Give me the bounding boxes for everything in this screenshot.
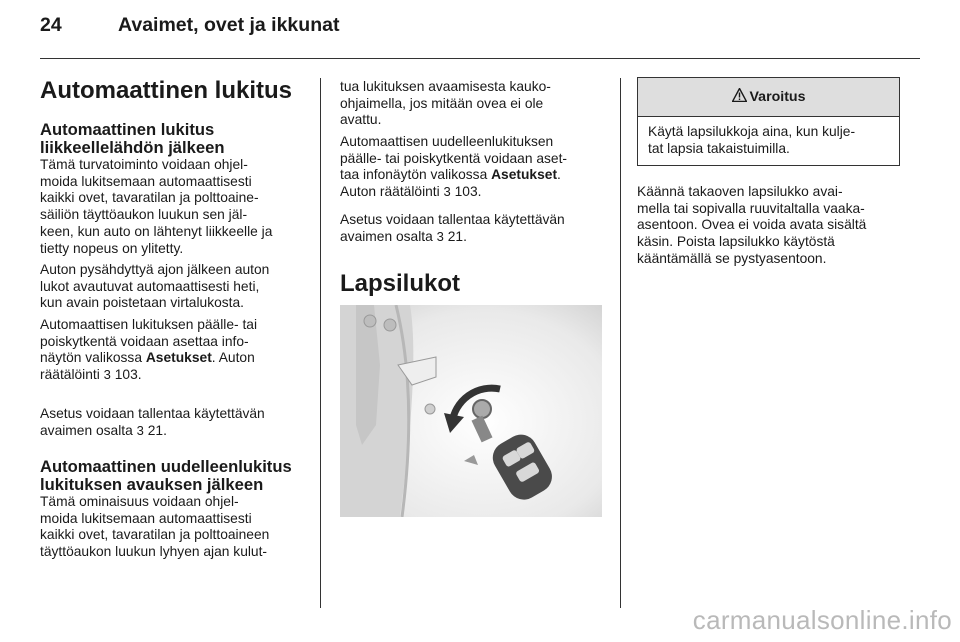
- text-line: räätälöinti 3 103.: [40, 367, 142, 383]
- paragraph: [637, 184, 902, 268]
- subsection-auto-lock-driving: [40, 121, 305, 156]
- paragraph: [40, 406, 305, 439]
- text-line: kun avain poistetaan virtalukosta.: [40, 295, 245, 311]
- text-line: Käytä lapsilukkoja aina, kun kulje-: [648, 124, 856, 139]
- text-line: kaikki ovet, tavaratilan ja polttoaine-: [40, 190, 259, 206]
- text-line: tua lukituksen avaamisesta kauko-: [340, 79, 551, 94]
- text-line: kaikki ovet, tavaratilan ja polttoaineen: [40, 527, 270, 543]
- text-line: käsin. Poista lapsilukko käytöstä: [637, 234, 835, 250]
- subsection-title-line: lukituksen avauksen jälkeen: [40, 474, 264, 494]
- watermark: carmanualsonline.info: [692, 605, 952, 635]
- paragraph: [340, 212, 605, 245]
- subsection-title-line: Automaattinen uudelleenlukitus: [40, 457, 292, 476]
- text-line: Auton pysähdyttyä ajon jälkeen auton: [40, 262, 270, 277]
- header-rule: [40, 58, 920, 59]
- text-line: Asetus voidaan tallentaa käytettävän: [40, 406, 265, 421]
- warning-box: [637, 77, 900, 166]
- paragraph: [340, 134, 605, 201]
- text-line: mella tai sopivalla ruuvitaltalla vaaka-: [637, 200, 865, 216]
- text-line: säiliön täyttöaukon luukun sen jäl-: [40, 207, 248, 223]
- text-line: keen, kun auto on lähtenyt liikkeelle ja: [40, 223, 273, 239]
- page-ref-arrow-icon: 3: [136, 422, 144, 438]
- text-line: näytön valikossa Asetukset. Auton: [40, 350, 255, 366]
- page-ref[interactable]: 103.: [114, 367, 142, 383]
- text-line: asentoon. Ovea ei voida avata sisältä: [637, 217, 867, 233]
- header-title: Avaimet, ovet ja ikkunat: [118, 14, 340, 36]
- text-line: Tämä turvatoiminto voidaan ohjel-: [40, 157, 248, 172]
- paragraph: [40, 494, 305, 561]
- text-line: Tämä ominaisuus voidaan ohjel-: [40, 494, 239, 509]
- warning-header: [638, 78, 899, 117]
- text-line: taa infonäytön valikossa Asetukset.: [340, 167, 561, 183]
- text-line: Käännä takaoven lapsilukko avai-: [637, 184, 843, 199]
- text-line: poiskytkentä voidaan asettaa info-: [40, 333, 249, 349]
- page-ref[interactable]: 103.: [454, 184, 482, 200]
- text-line: täyttöaukon luukun lyhyen ajan kulut-: [40, 544, 268, 560]
- text-line: kääntämällä se pystyasentoon.: [637, 250, 827, 266]
- paragraph: [40, 317, 305, 384]
- text-line: Automaattisen uudelleenlukituksen: [340, 134, 554, 149]
- paragraph: [40, 157, 305, 257]
- text-line: tietty nopeus on ylitetty.: [40, 240, 184, 256]
- warning-body: [638, 117, 899, 164]
- text-line: ohjaimella, jos mitään ovea ei ole: [340, 95, 544, 111]
- text-line: päälle- tai poiskytkentä voidaan aset-: [340, 150, 568, 166]
- warning-triangle-icon: [732, 88, 747, 106]
- subsection-title-line: Automaattinen lukitus: [40, 120, 215, 139]
- text-line: moida lukitsemaan automaattisesti: [40, 173, 252, 189]
- text-line: Automaattisen lukituksen päälle- tai: [40, 317, 258, 332]
- page-ref[interactable]: 21.: [147, 422, 167, 438]
- menu-name: Asetukset: [145, 350, 212, 366]
- section-title-child-locks: Lapsilukot: [340, 270, 461, 297]
- subsection-title-line: liikkeellelähdön jälkeen: [40, 137, 225, 157]
- subsection-auto-relock: [40, 458, 305, 493]
- text-line: avaimen osalta 3 21.: [340, 228, 467, 244]
- text-line: avaimen osalta 3 21.: [40, 422, 167, 438]
- page-ref-arrow-icon: 3: [103, 367, 111, 383]
- column-divider-2: [620, 78, 621, 608]
- text-line: avattu.: [340, 112, 382, 128]
- page-number: 24: [40, 14, 62, 36]
- menu-name: Asetukset: [491, 167, 558, 183]
- page-ref-arrow-icon: 3: [443, 184, 451, 200]
- text-line: tat lapsia takaistuimilla.: [648, 140, 790, 156]
- paragraph: [40, 262, 305, 312]
- text-line: moida lukitsemaan automaattisesti: [40, 510, 252, 526]
- text-line: Asetus voidaan tallentaa käytettävän: [340, 212, 565, 227]
- column-divider-1: [320, 78, 321, 608]
- section-title-auto-lock: Automaattinen lukitus: [40, 77, 293, 104]
- page-ref[interactable]: 21.: [447, 228, 467, 244]
- paragraph: [340, 79, 605, 129]
- page-ref-arrow-icon: 3: [436, 228, 444, 244]
- text-line: lukot avautuvat automaattisesti heti,: [40, 278, 260, 294]
- text-line: Auton räätälöinti 3 103.: [340, 184, 482, 200]
- warning-label: Varoitus: [749, 89, 806, 105]
- child-lock-illustration: [340, 305, 602, 517]
